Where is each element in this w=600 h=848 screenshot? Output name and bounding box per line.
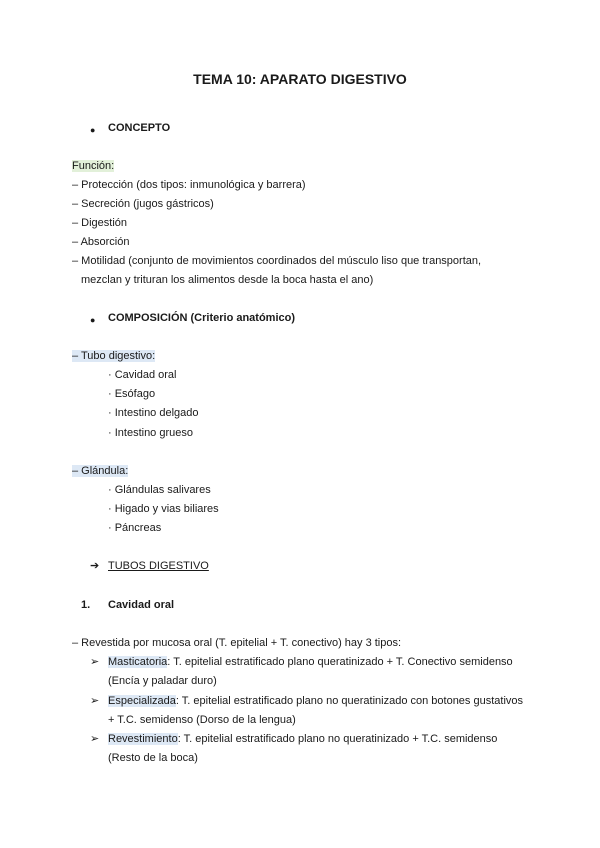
arrowhead-bullet-icon: ➢: [90, 656, 100, 668]
term-revestimiento: Revestimiento: [108, 733, 178, 745]
list-item: · Esófago: [108, 388, 156, 400]
list-item: [108, 732, 497, 746]
list-item-continuation: + T.C. semidenso (Dorso de la lengua): [108, 714, 296, 726]
list-item-continuation: (Encía y paladar duro): [108, 675, 217, 687]
list-item-continuation: (Resto de la boca): [108, 752, 198, 764]
arrow-right-icon: ➔: [90, 560, 100, 572]
bullet-icon: ●: [90, 125, 96, 135]
list-item: · Cavidad oral: [108, 369, 177, 381]
list-item: – Motilidad (conjunto de movimientos coordinados del músculo liso que transportan,: [72, 255, 482, 267]
list-item: · Higado y vias biliares: [108, 503, 219, 515]
list-item: · Glándulas salivares: [108, 484, 211, 496]
term-description: : T. epitelial estratificado plano no queratinizado con botones gustativos: [175, 695, 524, 707]
arrowhead-bullet-icon: ➢: [90, 695, 100, 707]
term-especializada: Especializada: [108, 695, 176, 707]
page-title: TEMA 10: APARATO DIGESTIVO: [193, 71, 407, 87]
paragraph: – Revestida por mucosa oral (T. epitelial + T. conectivo) hay 3 tipos:: [72, 637, 402, 649]
list-item: [108, 694, 523, 708]
list-item: · Intestino grueso: [108, 427, 193, 439]
list-item: [108, 655, 513, 669]
list-item: – Digestión: [72, 217, 128, 229]
section-number: 1.: [81, 599, 91, 611]
bullet-icon: ●: [90, 315, 96, 325]
term-description: : T. epitelial estratificado plano no queratinizado + T.C. semidenso: [177, 733, 498, 745]
heading-cavidad-oral: Cavidad oral: [108, 599, 175, 611]
arrowhead-bullet-icon: ➢: [90, 733, 100, 745]
glandula-label: – Glándula:: [72, 465, 129, 477]
list-item: – Secreción (jugos gástricos): [72, 198, 214, 210]
list-item-continuation: mezclan y trituran los alimentos desde la boca hasta el ano): [81, 274, 374, 286]
term-description: : T. epitelial estratificado plano queratinizado + T. Conectivo semidenso: [167, 656, 513, 668]
funcion-label: Función:: [72, 160, 115, 172]
term-masticatoria: Masticatoria: [108, 656, 168, 668]
subheading-tubos: TUBOS DIGESTIVO: [108, 560, 209, 572]
list-item: – Absorción: [72, 236, 130, 248]
list-item: · Intestino delgado: [108, 407, 199, 419]
tubo-digestivo-label: – Tubo digestivo:: [72, 350, 156, 362]
heading-concepto: CONCEPTO: [108, 122, 171, 134]
list-item: · Páncreas: [108, 522, 162, 534]
heading-composicion: COMPOSICIÓN (Criterio anatómico): [108, 312, 296, 324]
list-item: – Protección (dos tipos: inmunológica y barrera): [72, 179, 306, 191]
